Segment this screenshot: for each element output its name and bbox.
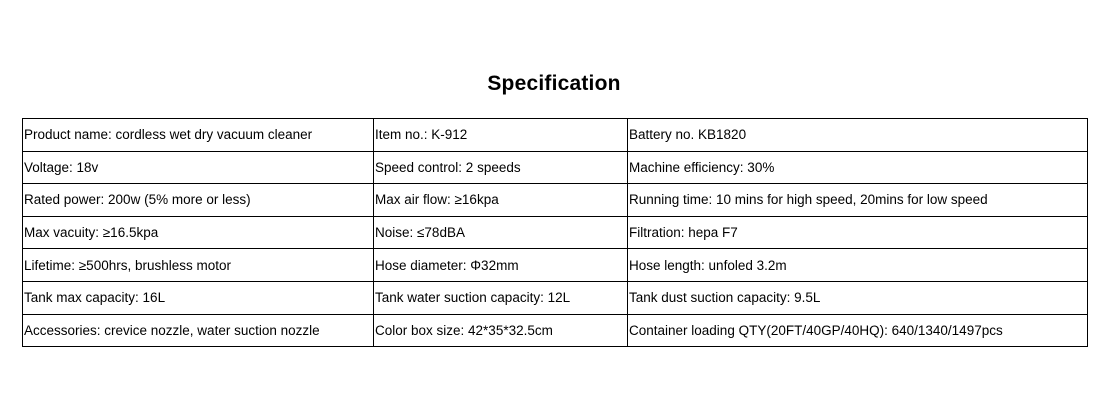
table-cell: Container loading QTY(20FT/40GP/40HQ): 640/1340/1497pcs [628, 314, 1088, 347]
table-cell: Max air flow: ≥16kpa [374, 184, 628, 217]
table-cell: Accessories: crevice nozzle, water suction nozzle [23, 314, 374, 347]
specification-table [22, 118, 1088, 347]
table-row [23, 119, 1088, 152]
table-cell: Color box size: 42*35*32.5cm [374, 314, 628, 347]
table-row [23, 249, 1088, 282]
table-cell: Item no.: K-912 [374, 119, 628, 152]
table-cell: Hose diameter: Φ32mm [374, 249, 628, 282]
table-cell: Tank water suction capacity: 12L [374, 281, 628, 314]
table-cell: Battery no. KB1820 [628, 119, 1088, 152]
table-row [23, 151, 1088, 184]
table-cell: Speed control: 2 speeds [374, 151, 628, 184]
table-cell: Max vacuity: ≥16.5kpa [23, 216, 374, 249]
page-title: Specification [487, 72, 621, 95]
table-cell: Hose length: unfoled 3.2m [628, 249, 1088, 282]
table-cell: Tank max capacity: 16L [23, 281, 374, 314]
table-cell: Filtration: hepa F7 [628, 216, 1088, 249]
table-row [23, 184, 1088, 217]
table-row [23, 314, 1088, 347]
table-row [23, 216, 1088, 249]
table-cell: Machine efficiency: 30% [628, 151, 1088, 184]
table-cell: Lifetime: ≥500hrs, brushless motor [23, 249, 374, 282]
table-cell: Noise: ≤78dBA [374, 216, 628, 249]
table-cell: Running time: 10 mins for high speed, 20mins for low speed [628, 184, 1088, 217]
table-cell: Voltage: 18v [23, 151, 374, 184]
table-cell: Rated power: 200w (5% more or less) [23, 184, 374, 217]
table-row [23, 281, 1088, 314]
table-cell: Tank dust suction capacity: 9.5L [628, 281, 1088, 314]
table-cell: Product name: cordless wet dry vacuum cleaner [23, 119, 374, 152]
